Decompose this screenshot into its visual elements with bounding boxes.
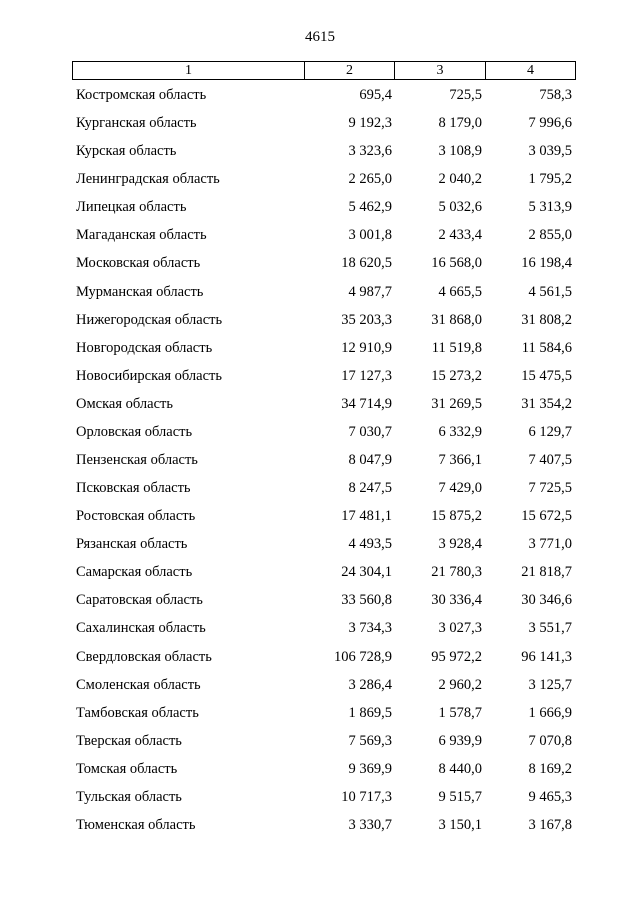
value-col-2: 3 286,4 <box>348 676 392 693</box>
region-name: Костромская область <box>76 87 207 103</box>
value-col-3: 4 665,5 <box>438 283 482 300</box>
value-col-3: 3 928,4 <box>438 536 482 553</box>
value-col-3: 2 960,2 <box>438 676 482 693</box>
value-col-4: 7 070,8 <box>528 732 572 749</box>
value-col-3: 31 269,5 <box>431 395 482 412</box>
region-name: Нижегородская область <box>76 311 223 328</box>
column-header-row <box>73 62 576 80</box>
value-col-2: 3 001,8 <box>348 227 392 244</box>
region-name: Курганская область <box>76 115 197 132</box>
region-name: Омская область <box>76 395 173 412</box>
region-name: Тульская область <box>76 788 182 805</box>
value-col-3: 31 868,0 <box>431 311 482 328</box>
value-col-2: 695,4 <box>359 87 392 103</box>
value-col-4: 3 039,5 <box>528 143 572 160</box>
value-col-3: 95 972,2 <box>431 648 482 665</box>
value-col-2: 34 714,9 <box>341 395 392 412</box>
value-col-4: 3 167,8 <box>528 817 572 834</box>
value-col-2: 4 493,5 <box>348 536 392 553</box>
value-col-4: 16 198,4 <box>521 255 572 272</box>
region-name: Мурманская область <box>76 283 204 300</box>
table-row <box>0 168 640 196</box>
value-col-2: 3 323,6 <box>348 143 392 160</box>
value-col-2: 4 987,7 <box>348 283 392 300</box>
table-row <box>0 365 640 393</box>
value-col-2: 17 481,1 <box>341 508 392 525</box>
value-col-3: 2 433,4 <box>438 227 482 244</box>
value-col-2: 7 030,7 <box>348 423 392 440</box>
table-row <box>0 646 640 674</box>
value-col-4: 7 996,6 <box>528 115 572 132</box>
value-col-4: 9 465,3 <box>528 788 572 805</box>
value-col-2: 8 247,5 <box>348 480 392 497</box>
column-header-table <box>72 61 576 80</box>
value-col-4: 8 169,2 <box>528 760 572 777</box>
region-name: Тюменская область <box>76 817 196 834</box>
value-col-3: 21 780,3 <box>431 564 482 581</box>
value-col-2: 3 734,3 <box>348 620 392 637</box>
table-row <box>0 758 640 786</box>
region-table-body <box>0 84 640 842</box>
region-name: Ростовская область <box>76 508 196 525</box>
region-name: Томская область <box>76 760 178 777</box>
region-name: Тамбовская область <box>76 704 199 721</box>
value-col-2: 33 560,8 <box>341 592 392 609</box>
value-col-2: 24 304,1 <box>341 564 392 581</box>
region-name: Самарская область <box>76 564 193 581</box>
table-row <box>0 674 640 702</box>
table-row <box>0 477 640 505</box>
value-col-3: 7 429,0 <box>438 480 482 497</box>
value-col-3: 5 032,6 <box>438 199 482 216</box>
value-col-3: 9 515,7 <box>438 788 482 805</box>
value-col-3: 15 875,2 <box>431 508 482 525</box>
region-name: Орловская область <box>76 423 193 440</box>
value-col-2: 10 717,3 <box>341 788 392 805</box>
value-col-3: 6 939,9 <box>438 732 482 749</box>
column-header-3: 3 <box>395 62 486 80</box>
value-col-2: 17 127,3 <box>341 367 392 384</box>
table-row <box>0 252 640 280</box>
value-col-3: 15 273,2 <box>431 367 482 384</box>
value-col-4: 11 584,6 <box>521 339 572 356</box>
value-col-4: 31 354,2 <box>521 395 572 412</box>
region-name: Саратовская область <box>76 592 203 609</box>
value-col-4: 7 407,5 <box>528 452 572 469</box>
region-name: Московская область <box>76 255 201 272</box>
value-col-3: 3 150,1 <box>438 817 482 834</box>
value-col-4: 7 725,5 <box>528 480 572 497</box>
table-row <box>0 786 640 814</box>
value-col-2: 1 869,5 <box>348 704 392 721</box>
table-row <box>0 421 640 449</box>
table-row <box>0 140 640 168</box>
value-col-2: 5 462,9 <box>348 199 392 216</box>
region-name: Псковская область <box>76 480 191 497</box>
region-name: Ленинградская область <box>76 171 220 188</box>
value-col-2: 12 910,9 <box>341 339 392 356</box>
value-col-2: 7 569,3 <box>348 732 392 749</box>
region-name: Тверская область <box>76 732 182 749</box>
value-col-4: 758,3 <box>539 87 572 103</box>
table-row <box>0 617 640 645</box>
value-col-4: 1 795,2 <box>528 171 572 188</box>
value-col-3: 30 336,4 <box>431 592 482 609</box>
table-row <box>0 337 640 365</box>
table-row <box>0 814 640 842</box>
table-row <box>0 393 640 421</box>
value-col-4: 15 672,5 <box>521 508 572 525</box>
value-col-3: 11 519,8 <box>431 339 482 356</box>
region-name: Новосибирская область <box>76 367 222 384</box>
value-col-4: 21 818,7 <box>521 564 572 581</box>
value-col-3: 1 578,7 <box>438 704 482 721</box>
table-row <box>0 309 640 337</box>
value-col-4: 31 808,2 <box>521 311 572 328</box>
region-name: Липецкая область <box>76 199 187 216</box>
value-col-2: 8 047,9 <box>348 452 392 469</box>
value-col-4: 3 551,7 <box>528 620 572 637</box>
value-col-4: 15 475,5 <box>521 367 572 384</box>
value-col-3: 8 179,0 <box>438 115 482 132</box>
table-row <box>0 589 640 617</box>
value-col-3: 6 332,9 <box>438 423 482 440</box>
value-col-4: 30 346,6 <box>521 592 572 609</box>
table-row <box>0 561 640 589</box>
table-row <box>0 730 640 758</box>
table-row <box>0 505 640 533</box>
value-col-4: 2 855,0 <box>528 227 572 244</box>
value-col-2: 35 203,3 <box>341 311 392 328</box>
region-name: Курская область <box>76 143 177 160</box>
table-row <box>0 112 640 140</box>
value-col-3: 3 108,9 <box>438 143 482 160</box>
table-row <box>0 84 640 112</box>
value-col-2: 2 265,0 <box>348 171 392 188</box>
value-col-2: 18 620,5 <box>341 255 392 272</box>
table-row <box>0 533 640 561</box>
region-name: Рязанская область <box>76 536 188 553</box>
value-col-3: 2 040,2 <box>438 171 482 188</box>
value-col-4: 5 313,9 <box>528 199 572 216</box>
region-name: Новгородская область <box>76 339 213 356</box>
column-header-4: 4 <box>486 62 576 80</box>
value-col-3: 3 027,3 <box>438 620 482 637</box>
value-col-4: 96 141,3 <box>521 648 572 665</box>
value-col-3: 16 568,0 <box>431 255 482 272</box>
page-number: 4615 <box>305 29 335 45</box>
table-row <box>0 702 640 730</box>
value-col-2: 3 330,7 <box>348 817 392 834</box>
table-row <box>0 224 640 252</box>
table-row <box>0 196 640 224</box>
column-header-1: 1 <box>73 62 305 80</box>
value-col-4: 6 129,7 <box>528 423 572 440</box>
region-name: Магаданская область <box>76 227 207 244</box>
value-col-3: 725,5 <box>449 87 482 103</box>
value-col-2: 9 192,3 <box>348 115 392 132</box>
region-name: Смоленская область <box>76 676 201 693</box>
value-col-3: 8 440,0 <box>438 760 482 777</box>
value-col-4: 3 771,0 <box>528 536 572 553</box>
region-name: Пензенская область <box>76 452 198 469</box>
table-row <box>0 449 640 477</box>
column-header-2: 2 <box>305 62 395 80</box>
value-col-2: 9 369,9 <box>348 760 392 777</box>
value-col-4: 1 666,9 <box>528 704 572 721</box>
value-col-4: 3 125,7 <box>528 676 572 693</box>
value-col-3: 7 366,1 <box>438 452 482 469</box>
table-row <box>0 281 640 309</box>
value-col-2: 106 728,9 <box>334 648 392 665</box>
region-name: Свердловская область <box>76 648 212 665</box>
region-name: Сахалинская область <box>76 620 206 637</box>
value-col-4: 4 561,5 <box>528 283 572 300</box>
